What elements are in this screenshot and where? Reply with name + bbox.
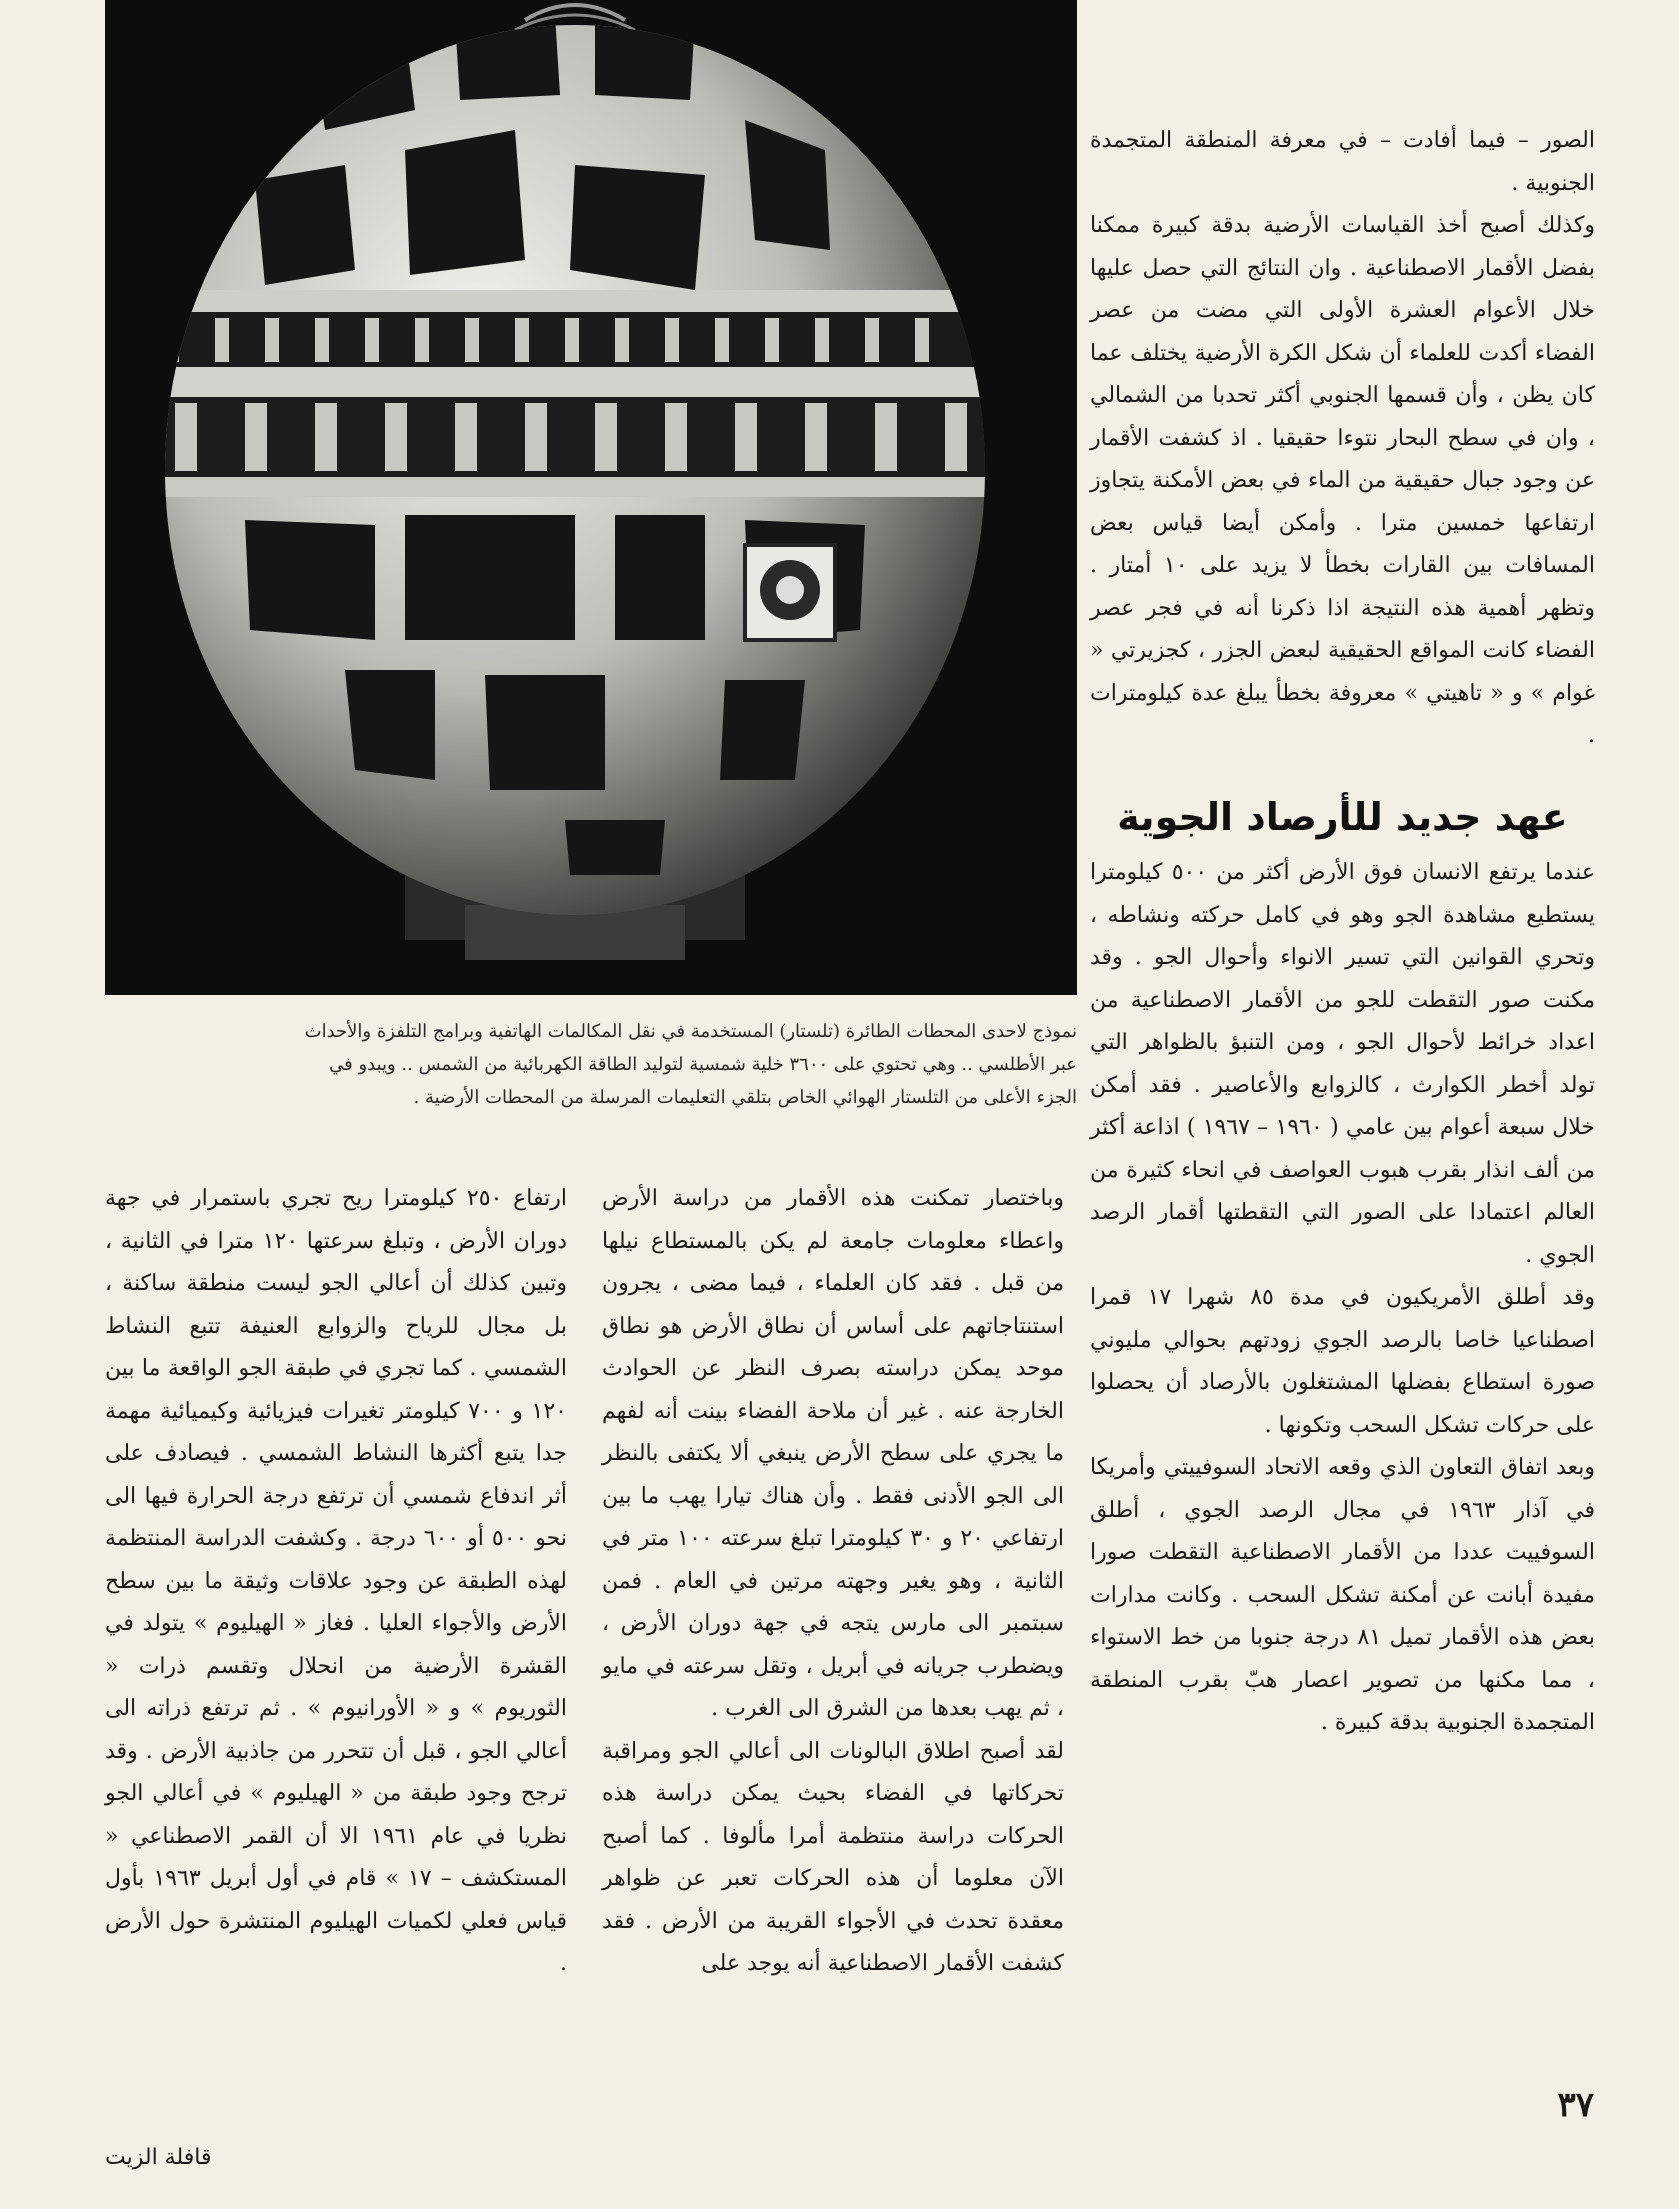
caption-line: عبر الأطلسي .. وهي تحتوي على ٣٦٠٠ خلية شمسية لتوليد الطاقة الكهربائية من الشمس .. ويبدو في <box>329 1054 1077 1075</box>
paragraph: وقد أطلق الأمريكيون في مدة ٨٥ شهرا ١٧ قمرا اصطناعيا خاصا بالرصد الجوي زودتهم بحوالي مليوني صورة استطاع بفضلها المشتغلون بالأرصاد أن يحصلوا على حركات تشكل السحب وتكونها . <box>1090 1285 1595 1438</box>
magazine-name: قافلة الزيت <box>105 2145 212 2170</box>
paragraph: الصور – فيما أفادت – في معرفة المنطقة المتجمدة الجنوبية . <box>1090 128 1595 196</box>
paragraph: عندما يرتفع الانسان فوق الأرض أكثر من ٥٠٠ كيلومترا يستطيع مشاهدة الجو وهو في كامل حركته ونشاطه ، وتحري القوانين التي تسير الانواء وأحوال الجو . وقد مكنت صور التقطت للجو من الأقمار الاصطناعية من اعداد خرائط لأحوال الجو ، ومن التنبؤ بالظواهر التي تولد أخطر الكوارث ، كالزوابع والأعاصير . فقد أمكن خلال سبعة أعوام بين عامي ( ١٩٦٠ – ١٩٦٧ ) اذاعة أكثر من ألف انذار بقرب هبوب العواصف في انحاء كثيرة من العالم اعتمادا على الصور التي التقطتها أقمار الرصد الجوي . <box>1090 860 1595 1268</box>
middle-column <box>602 1178 1064 1986</box>
paragraph: وباختصار تمكنت هذه الأقمار من دراسة الأرض واعطاء معلومات جامعة لم يكن بالمستطاع نيلها من قبل . فقد كان العلماء ، فيما مضى ، يجرون استنتاجاتهم على أساس أن نطاق الأرض هو نطاق موحد يمكن دراسته بصرف النظر عن الحوادث الخارجة عنه . غير أن ملاحة الفضاء بينت أنه لفهم ما يجري على سطح الأرض ينبغي ألا يكتفى بالنظر الى الجو الأدنى فقط . وأن هناك تيارا يهب ما بين ارتفاعي ٢٠ و ٣٠ كيلومترا تبلغ سرعته ١٠٠ متر في الثانية ، وهو يغير وجهته مرتين في العام . فمن سبتمبر الى مارس يتجه في جهة دوران الأرض ، ويضطرب جريانه في أبريل ، وتقل سرعته في مايو ، ثم يهب بعدها من الشرق الى الغرب . <box>602 1186 1064 1721</box>
left-column <box>105 1178 567 1986</box>
satellite-photo <box>105 0 1077 995</box>
page-number: ٣٧ <box>1557 2085 1594 2125</box>
caption-line: نموذج لاحدى المحطات الطائرة (تلستار) المستخدمة في نقل المكالمات الهاتفية وبرامج التلفزة والأحداث <box>304 1021 1077 1042</box>
paragraph: وبعد اتفاق التعاون الذي وقعه الاتحاد السوفييتي وأمريكا في آذار ١٩٦٣ في مجال الرصد الجوي ، أطلق السوفييت عددا من الأقمار الاصطناعية التقطت صورا مفيدة أبانت عن أمكنة تشكل السحب . وكانت مدارات بعض هذه الأقمار تميل ٨١ درجة جنوبا من خط الاستواء ، مما مكنها من تصوير اعصار هبّ بقرب المنطقة المتجمدة الجنوبية بدقة كبيرة . <box>1090 1455 1596 1735</box>
paragraph: لقد أصبح اطلاق البالونات الى أعالي الجو ومراقبة تحركاتها في الفضاء بحيث يمكن دراسة هذه الحركات دراسة منتظمة أمرا مألوفا . كما أصبح الآن معلوما أن هذه الحركات تعبر عن ظواهر معقدة تحدث في الأجواء القريبة من الأرض . فقد كشفت الأقمار الاصطناعية أنه يوجد على <box>602 1738 1064 1976</box>
photo-caption <box>105 1015 1077 1114</box>
telstar-satellite-photo-icon <box>105 0 1077 995</box>
section-heading: عهد جديد للأرصاد الجوية <box>1117 794 1568 839</box>
right-column <box>1090 120 1595 1745</box>
caption-line: الجزء الأعلى من التلستار الهوائي الخاص بتلقي التعليمات المرسلة من المحطات الأرضية . <box>413 1087 1077 1108</box>
paragraph: ارتفاع ٢٥٠ كيلومترا ريح تجري باستمرار في جهة دوران الأرض ، وتبلغ سرعتها ١٢٠ مترا في الثانية ، وتبين كذلك أن أعالي الجو ليست منطقة ساكنة ، بل مجال للرياح والزوابع العنيفة تتبع النشاط الشمسي . كما تجري في طبقة الجو الواقعة ما بين ١٢٠ و ٧٠٠ كيلومتر تغيرات فيزيائية وكيميائية مهمة جدا يتبع أكثرها النشاط الشمسي . فيصادف على أثر اندفاع شمسي أن ترتفع درجة الحرارة فيها الى نحو ٥٠٠ أو ٦٠٠ درجة . وكشفت الدراسة المنتظمة لهذه الطبقة عن وجود علاقات وثيقة ما بين سطح الأرض والأجواء العليا . فغاز « الهيليوم » يتولد في القشرة الأرضية من انحلال وتقسم ذرات « الثوريوم » و « الأورانيوم » . ثم ترتفع ذراته الى أعالي الجو ، قبل أن تتحرر من جاذبية الأرض . وقد ترجح وجود طبقة من « الهيليوم » في أعالي الجو نظريا في عام ١٩٦١ الا أن القمر الاصطناعي « المستكشف – ١٧ » قام في أول أبريل ١٩٦٣ بأول قياس فعلي لكميات الهيليوم المنتشرة حول الأرض . <box>105 1186 568 1976</box>
paragraph: وكذلك أصبح أخذ القياسات الأرضية بدقة كبيرة ممكنا بفضل الأقمار الاصطناعية . وان النتائج التي حصل عليها خلال الأعوام العشرة الأولى التي مضت من عصر الفضاء أكدت للعلماء أن شكل الكرة الأرضية يختلف عما كان يظن ، وأن قسمها الجنوبي أكثر تحدبا من الشمالي ، وان في سطح البحار نتوءا حقيقيا . اذ كشفت الأقمار عن وجود جبال حقيقية من الماء في بعض الأمكنة يتجاوز ارتفاعها خمسين مترا . وأمكن أيضا قياس بعض المسافات بين القارات بخطأ لا يزيد على ١٠ أمتار . وتظهر أهمية هذه النتيجة اذا ذكرنا أنه في فجر عصر الفضاء كانت المواقع الحقيقية لبعض الجزر ، كجزيرتي « غوام » و « تاهيتي » معروفة بخطأ يبلغ عدة كيلومترات . <box>1090 213 1595 748</box>
